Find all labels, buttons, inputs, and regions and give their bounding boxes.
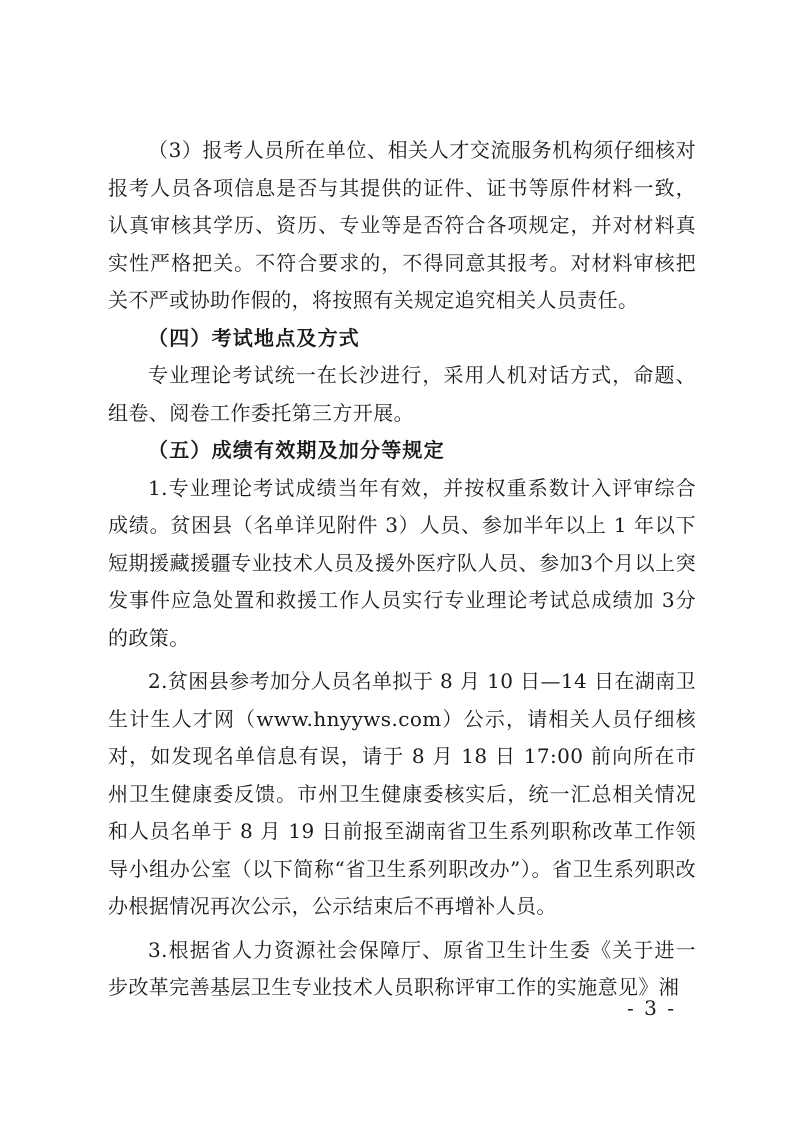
paragraph-exam-location: 专业理论考试统一在长沙进行，采用人机对话方式，命题、组卷、阅卷工作委托第三方开展。 [108,363,696,425]
paragraph-score-validity: 1.专业理论考试成绩当年有效，并按权重系数计入评审综合成绩。贫困县（名单详见附件 3）人员、参加半年以上 1 年以下短期援藏援疆专业技术人员及援外医疗队人员、参加3个月以上突发事件应急处置和救援工作人员实行专业理论考试总成绩加 3分的政策。 [108,475,696,650]
section-heading-score-validity: （五）成绩有效期及加分等规定 [148,438,445,462]
paragraph-bonus-list-publicity: 2.贫困县参考加分人员名单拟于 8 月 10 日—14 日在湖南卫生计生人才网（www.hnyyws.com）公示，请相关人员仔细核对，如发现名单信息有误，请于 8 月 18 日 17:00 前向所在市州卫生健康委反馈。市州卫生健康委核实后，统一汇总相关情况和人员名单于 8 月 19 日前报至湖南省卫生系列职称改革工作领导小组办公室（以下简称“省卫生系列职改办”）。省卫生系列职改办根据情况再次公示，公示结束后不再增补人员。 [108,669,696,918]
page-number: - 3 - [627,996,676,1020]
paragraph-review-duty: （3）报考人员所在单位、相关人才交流服务机构须仔细核对报考人员各项信息是否与其提供的证件、证书等原件材料一致，认真审核其学历、资历、专业等是否符合各项规定，并对材料真实性严格把关。不符合要求的，不得同意其报考。对材料审核把关不严或协助作假的，将按照有关规定追究相关人员责任。 [108,138,696,312]
section-heading-exam-location: （四）考试地点及方式 [148,325,360,350]
paragraph-policy-basis: 3.根据省人力资源社会保障厅、原省卫生计生委《关于进一步改革完善基层卫生专业技术人员职称评审工作的实施意见》湘 [108,937,696,999]
document-body [108,132,696,1007]
